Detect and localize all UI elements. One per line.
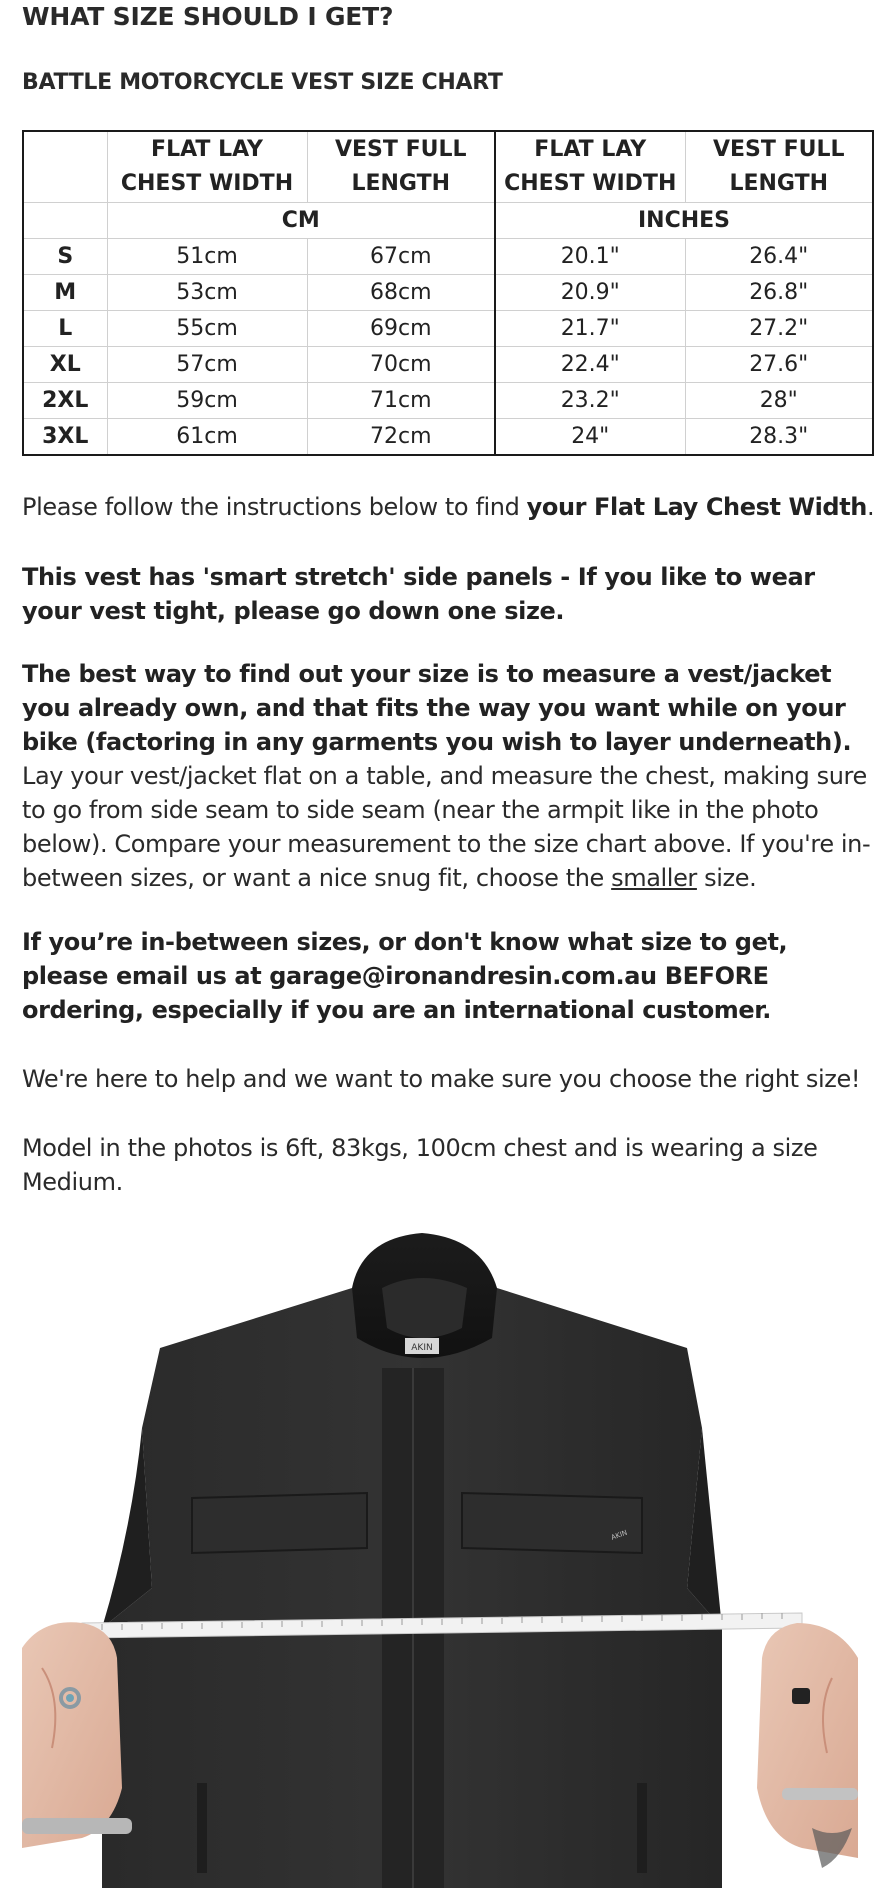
left-lower-pocket	[197, 1783, 207, 1873]
chest-in-cell: 24"	[495, 419, 685, 456]
measure-howto-paragraph	[22, 657, 880, 895]
chest-cm-cell: 61cm	[107, 419, 307, 456]
chest-cm-cell: 51cm	[107, 239, 307, 275]
chest-cm-cell: 53cm	[107, 275, 307, 311]
table-row	[23, 419, 873, 456]
unit-header-inches: INCHES	[495, 203, 873, 239]
size-cell: S	[23, 239, 107, 275]
smaller-underlined: smaller	[611, 864, 697, 892]
length-cm-cell: 72cm	[307, 419, 495, 456]
right-chest-pocket	[462, 1493, 642, 1553]
size-chart-table	[22, 130, 874, 456]
left-hand	[22, 1622, 122, 1848]
chest-in-cell: 23.2"	[495, 383, 685, 419]
size-cell: L	[23, 311, 107, 347]
model-info-paragraph	[22, 1131, 880, 1199]
measure-howto-end: size.	[696, 864, 757, 892]
length-in-cell: 27.2"	[685, 311, 873, 347]
vest-measurement-photo	[22, 1228, 858, 1888]
unit-header-cm: CM	[107, 203, 495, 239]
left-chest-pocket	[192, 1493, 367, 1553]
length-in-cell: 26.4"	[685, 239, 873, 275]
table-row	[23, 311, 873, 347]
stretch-note-paragraph	[22, 560, 880, 628]
length-in-cell: 28"	[685, 383, 873, 419]
help-text: We're here to help and we want to make sure you choose the right size!	[22, 1065, 861, 1093]
length-in-cell: 28.3"	[685, 419, 873, 456]
table-row	[23, 239, 873, 275]
instruction-text: Please follow the instructions below to find	[22, 493, 527, 521]
measure-howto-text: Lay your vest/jacket flat on a table, and measure the chest, making sure to go from side seam to side seam (near the armpit like in the photo below). Compare your measurement to the size chart above. If you're in-between sizes, or want a nice snug fit, choose the	[22, 762, 871, 892]
column-header: FLAT LAY CHEST WIDTH	[107, 131, 307, 203]
vest-photo-svg	[22, 1228, 858, 1888]
chest-in-cell: 20.1"	[495, 239, 685, 275]
right-hand	[757, 1623, 858, 1858]
instruction-emphasis: your Flat Lay Chest Width	[526, 493, 867, 521]
table-row	[23, 347, 873, 383]
chain-bracelet-icon	[782, 1788, 858, 1800]
table-unit-row	[23, 203, 873, 239]
brand-label-text: AKIN	[411, 1343, 433, 1353]
model-info-text: Model in the photos is 6ft, 83kgs, 100cm chest and is wearing a size Medium.	[22, 1134, 818, 1196]
chest-cm-cell: 59cm	[107, 383, 307, 419]
length-in-cell: 27.6"	[685, 347, 873, 383]
right-lower-pocket	[637, 1783, 647, 1873]
signet-ring-icon	[792, 1688, 810, 1704]
length-cm-cell: 69cm	[307, 311, 495, 347]
size-cell: 3XL	[23, 419, 107, 456]
size-cell: 2XL	[23, 383, 107, 419]
collar-inner	[382, 1278, 467, 1338]
table-header-row	[23, 131, 873, 203]
page-title: WHAT SIZE SHOULD I GET?	[22, 2, 394, 31]
table-row	[23, 275, 873, 311]
size-cell: M	[23, 275, 107, 311]
empty-unit-cell	[23, 203, 107, 239]
length-cm-cell: 70cm	[307, 347, 495, 383]
instruction-end: .	[866, 493, 875, 521]
pocket-tag-text: AKIN	[609, 1528, 629, 1542]
table-row	[23, 383, 873, 419]
length-cm-cell: 67cm	[307, 239, 495, 275]
instruction-paragraph	[22, 490, 880, 524]
contact-text: If you’re in-between sizes, or don't know what size to get, please email us at garage@ironandresin.com.au BEFORE ordering, especially if you are an international customer.	[22, 928, 788, 1024]
bracelet-icon	[22, 1818, 132, 1834]
contact-paragraph	[22, 925, 880, 1027]
chest-cm-cell: 55cm	[107, 311, 307, 347]
chest-cm-cell: 57cm	[107, 347, 307, 383]
length-in-cell: 26.8"	[685, 275, 873, 311]
chest-in-cell: 21.7"	[495, 311, 685, 347]
column-header: VEST FULL LENGTH	[307, 131, 495, 203]
measure-howto-bold: The best way to find out your size is to measure a vest/jacket you already own, and that fits the way you want while on your bike (factoring in any garments you wish to layer underneath).	[22, 660, 852, 756]
column-header: VEST FULL LENGTH	[685, 131, 873, 203]
stretch-note-text: This vest has 'smart stretch' side panels - If you like to wear your vest tight, please go down one size.	[22, 563, 815, 625]
column-header: FLAT LAY CHEST WIDTH	[495, 131, 685, 203]
length-cm-cell: 71cm	[307, 383, 495, 419]
empty-header-cell	[23, 131, 107, 203]
size-cell: XL	[23, 347, 107, 383]
size-chart-title: BATTLE MOTORCYCLE VEST SIZE CHART	[22, 70, 503, 95]
chest-in-cell: 22.4"	[495, 347, 685, 383]
chest-in-cell: 20.9"	[495, 275, 685, 311]
length-cm-cell: 68cm	[307, 275, 495, 311]
help-paragraph	[22, 1062, 880, 1096]
